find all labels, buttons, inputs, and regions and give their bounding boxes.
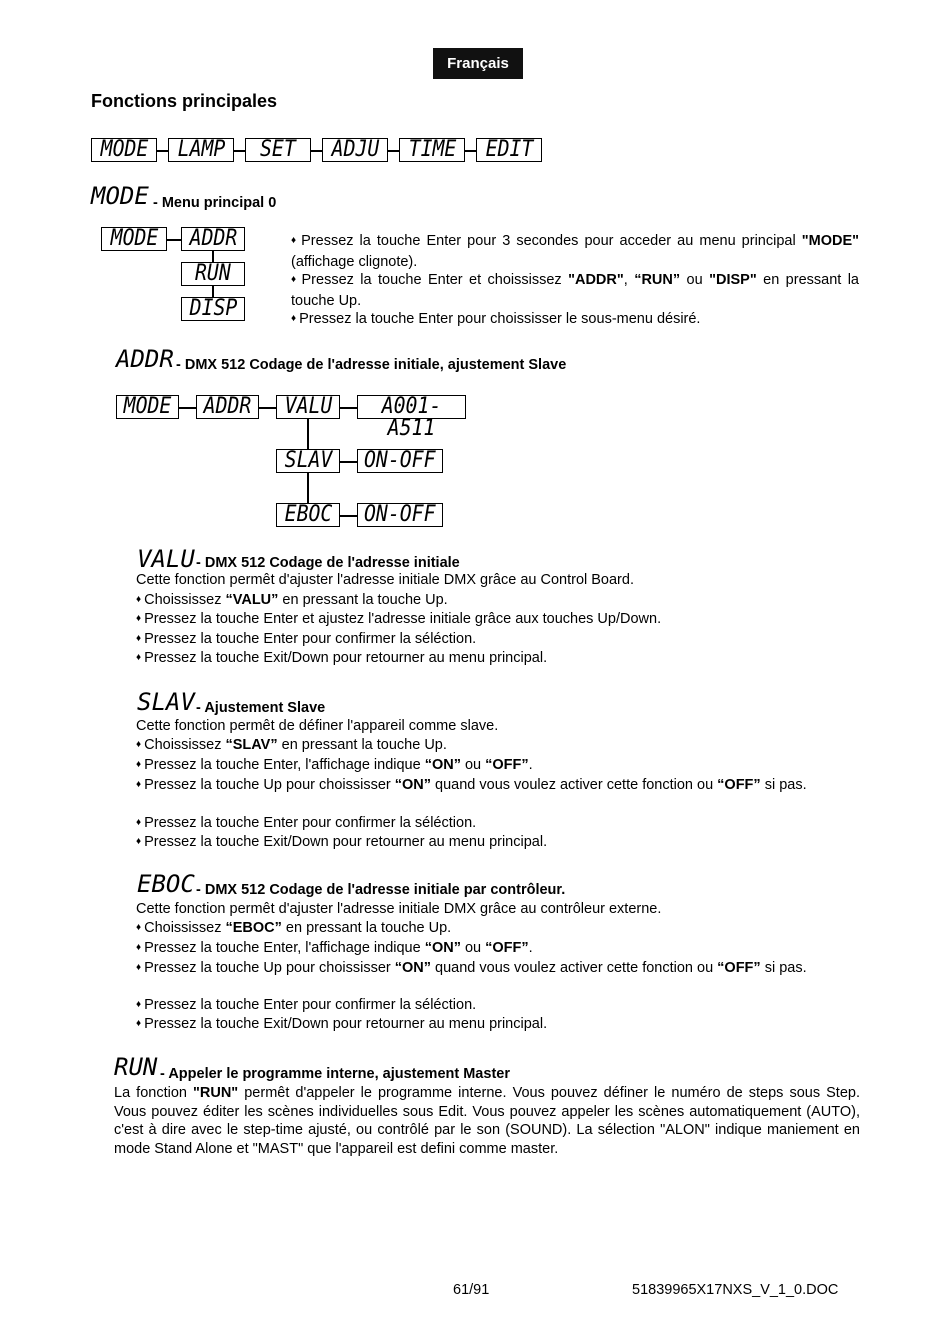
eboc-bullet-5: ♦ Pressez la touche Exit/Down pour retourner au menu principal. — [136, 1015, 547, 1036]
addr-box: ADDR — [181, 227, 245, 251]
menu-box-adju: ADJU — [322, 138, 388, 162]
addr-diag-slav: SLAV — [276, 449, 340, 473]
slav-bullet-2: ♦ Pressez la touche Enter, l'affichage indique “ON” ou “OFF”. — [136, 756, 533, 777]
run-box: RUN — [181, 262, 245, 286]
menu-box-edit: EDIT — [476, 138, 542, 162]
eboc-intro: Cette fonction permêt d'ajuster l'adresse initiale DMX grâce au contrôleur externe. — [136, 901, 662, 917]
slav-bullet-4: ♦ Pressez la touche Enter pour confirmer la séléction. — [136, 814, 476, 835]
addr-title-code: ADDR — [116, 345, 174, 373]
addr-title: - DMX 512 Codage de l'adresse initiale, ajustement Slave — [176, 357, 567, 373]
eboc-bullet-3: ♦ Pressez la touche Up pour choississer “ON” quand vous voulez activer cette fonction ou “OFF” si pas. — [136, 959, 860, 980]
slav-bullet-3: ♦ Pressez la touche Up pour choississer “ON” quand vous voulez activer cette fonction ou “OFF” si pas. — [136, 776, 860, 797]
mode-bullet-3: ♦ Pressez la touche Enter pour choississer le sous-menu désiré. — [291, 310, 859, 331]
valu-bullet-4: ♦ Pressez la touche Exit/Down pour retourner au menu principal. — [136, 649, 547, 670]
language-tab: Français — [433, 48, 523, 79]
valu-bullet-2: ♦ Pressez la touche Enter et ajustez l'adresse initiale grâce aux touches Up/Down. — [136, 610, 661, 631]
eboc-bullet-1: ♦ Choississez “EBOC” en pressant la touche Up. — [136, 919, 451, 940]
addr-diag-slav-onoff: ON-OFF — [357, 449, 443, 473]
disp-box: DISP — [181, 297, 245, 321]
slav-title-code: SLAV — [137, 688, 195, 716]
addr-diag-mode: MODE — [116, 395, 179, 419]
page-title: Fonctions principales — [91, 91, 278, 111]
valu-bullet-3: ♦ Pressez la touche Enter pour confirmer la séléction. — [136, 630, 476, 651]
addr-diag-addr: ADDR — [196, 395, 259, 419]
menu-box-time: TIME — [399, 138, 465, 162]
addr-diag-range: A001-A511 — [357, 395, 466, 419]
valu-title-code: VALU — [137, 545, 195, 573]
run-title: - Appeler le programme interne, ajustement Master — [160, 1066, 510, 1082]
eboc-bullet-4: ♦ Pressez la touche Enter pour confirmer la séléction. — [136, 996, 476, 1017]
addr-diag-eboc: EBOC — [276, 503, 340, 527]
mode-bullets — [291, 232, 859, 331]
doc-id: 51839965X17NXS_V_1_0.DOC — [632, 1282, 839, 1298]
addr-diag-valu: VALU — [276, 395, 340, 419]
eboc-title-code: EBOC — [137, 870, 195, 898]
run-paragraph: La fonction "RUN" permêt d'appeler le programme interne. Vous pouvez définer le numéro de steps sous Step. Vous pouvez éditer les scènes individuelles sous Edit. Vous pouvez appeler les scènes automatiquement (AUTO), c'est à dire avec le step-time ajusté, ou contrôlé par le son (SOUND). La sélection "ALON" indique maniement en mode Stand Alone et "MAST" que l'appareil est defini comme master. — [114, 1085, 860, 1157]
mode-bullet-1: ♦ Pressez la touche Enter pour 3 secondes pour acceder au menu principal "MODE" (affichage clignote). — [291, 232, 859, 271]
slav-bullet-1: ♦ Choississez “SLAV” en pressant la touche Up. — [136, 736, 447, 757]
eboc-bullet-2: ♦ Pressez la touche Enter, l'affichage indique “ON” ou “OFF”. — [136, 939, 533, 960]
menu-box-set: SET — [245, 138, 311, 162]
mode-title-code: MODE — [91, 182, 149, 210]
menu-box-lamp: LAMP — [168, 138, 234, 162]
valu-intro: Cette fonction permêt d'ajuster l'adresse initiale DMX grâce au Control Board. — [136, 572, 634, 588]
slav-bullet-5: ♦ Pressez la touche Exit/Down pour retourner au menu principal. — [136, 833, 547, 854]
addr-diag-eboc-onoff: ON-OFF — [357, 503, 443, 527]
mode-title: - Menu principal 0 — [153, 195, 277, 211]
mode-bullet-2: ♦ Pressez la touche Enter et choississez "ADDR", “RUN” ou "DISP" en pressant la touche Up. — [291, 271, 859, 310]
menu-box-mode: MODE — [91, 138, 157, 162]
valu-title: - DMX 512 Codage de l'adresse initiale — [196, 555, 460, 571]
slav-title: - Ajustement Slave — [196, 700, 326, 716]
valu-bullet-1: ♦ Choississez “VALU” en pressant la touche Up. — [136, 591, 448, 612]
mode-box: MODE — [101, 227, 167, 251]
page-number: 61/91 — [453, 1282, 490, 1298]
run-title-code: RUN — [114, 1053, 158, 1081]
slav-intro: Cette fonction permêt de définer l'appareil comme slave. — [136, 718, 499, 734]
eboc-title: - DMX 512 Codage de l'adresse initiale par contrôleur. — [196, 882, 566, 898]
